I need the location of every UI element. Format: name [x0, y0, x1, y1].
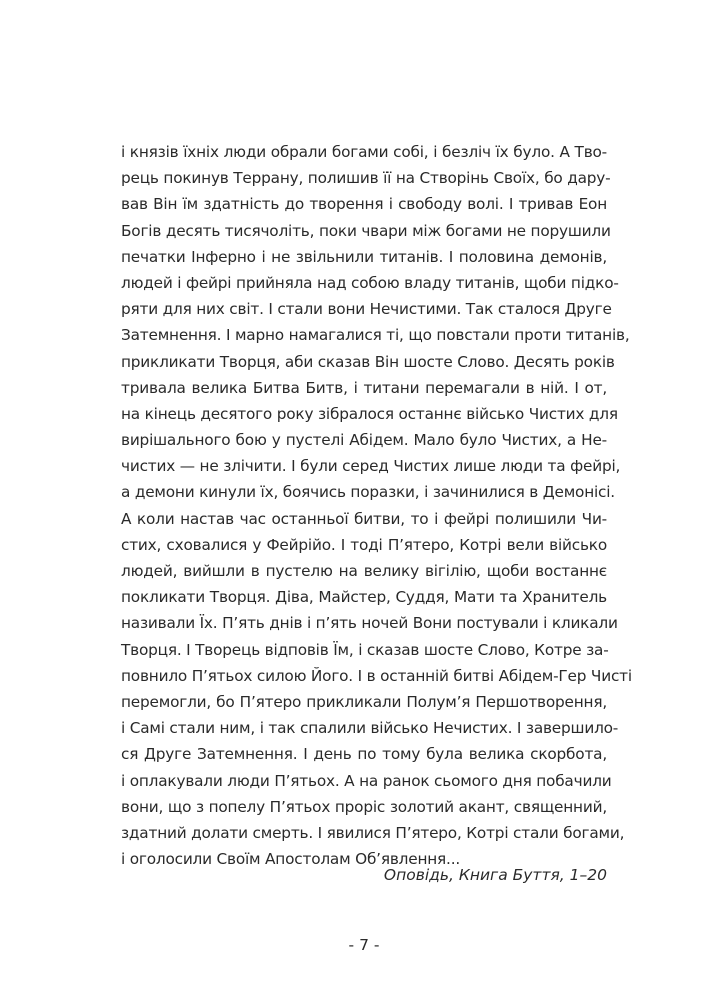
- text-line: Творця. І Творець відповів Їм, і сказав шосте Слово, Котре за-: [121, 640, 609, 659]
- text-line: повнило П’ятьох силою Його. І в останній битві Абідем-Гер Чисті: [121, 666, 632, 685]
- text-line: людей і фейрі прийняла над собою владу титанів, щоби підко-: [121, 273, 619, 292]
- page-number: - 7 -: [348, 936, 380, 954]
- text-line: Затемнення. І марно намагалися ті, що повстали проти титанів,: [121, 326, 630, 345]
- text-line: вирішального бою у пустелі Абідем. Мало було Чистих, а Не-: [121, 431, 607, 450]
- text-line: Богів десять тисячоліть, поки чвари між богами не порушили: [121, 221, 611, 240]
- text-line: А коли настав час останньої битви, то і фейрі полишили Чи-: [121, 509, 607, 528]
- text-line: і оголосили Своїм Апостолам Об’явлення...: [121, 850, 461, 869]
- text-line: стих, сховалися у Фейрійо. І тоді П’ятеро, Котрі вели військо: [121, 535, 607, 554]
- text-line: вав Він їм здатність до творення і свободу волі. І тривав Еон: [121, 195, 607, 214]
- text-line: здатний долати смерть. І явилися П’ятеро, Котрі стали богами,: [121, 823, 625, 842]
- text-line: на кінець десятого року зібралося останнє військо Чистих для: [121, 404, 618, 423]
- text-line: людей, вийшли в пустелю на велику вігілію, щоби востаннє: [121, 562, 607, 580]
- text-line: тривала велика Битва Битв, і титани перемагали в ній. І от,: [121, 378, 607, 397]
- text-line: називали Їх. П’ять днів і п’ять ночей Вони постували і кликали: [121, 614, 618, 633]
- text-line: чистих — не злічити. І були серед Чистих лише люди та фейрі,: [121, 457, 621, 476]
- text-line: і князів їхніх люди обрали богами собі, і безліч їх було. А Тво-: [121, 143, 607, 161]
- citation: Оповідь, Книга Буття, 1–20: [383, 866, 607, 884]
- text-line: і оплакували люди П’ятьох. А на ранок сьомого дня побачили: [121, 771, 612, 790]
- text-line: а демони кинули їх, боячись поразки, і зачинилися в Демонісі.: [121, 483, 615, 502]
- text-line: покликати Творця. Діва, Майстер, Суддя, Мати та Хранитель: [121, 588, 607, 607]
- text-line: печатки Інферно і не звільнили титанів. І половина демонів,: [121, 247, 607, 266]
- text-line: ряти для них світ. І стали вони Нечистими. Так сталося Друге: [121, 300, 612, 319]
- text-line: ся Друге Затемнення. І день по тому була велика скорбота,: [121, 745, 607, 764]
- text-line: вони, що з попелу П’ятьох проріс золотий акант, священний,: [121, 797, 607, 816]
- text-line: перемогли, бо П’ятеро прикликали Полум’я Першотворення,: [121, 692, 607, 711]
- text-line: прикликати Творця, аби сказав Він шосте Слово. Десять років: [121, 352, 615, 371]
- body-text: [121, 139, 632, 872]
- text-line: рець покинув Террану, полишив її на Створінь Своїх, бо дару-: [121, 169, 611, 188]
- text-line: і Самі стали ним, і так спалили військо Нечистих. І завершило-: [121, 719, 619, 738]
